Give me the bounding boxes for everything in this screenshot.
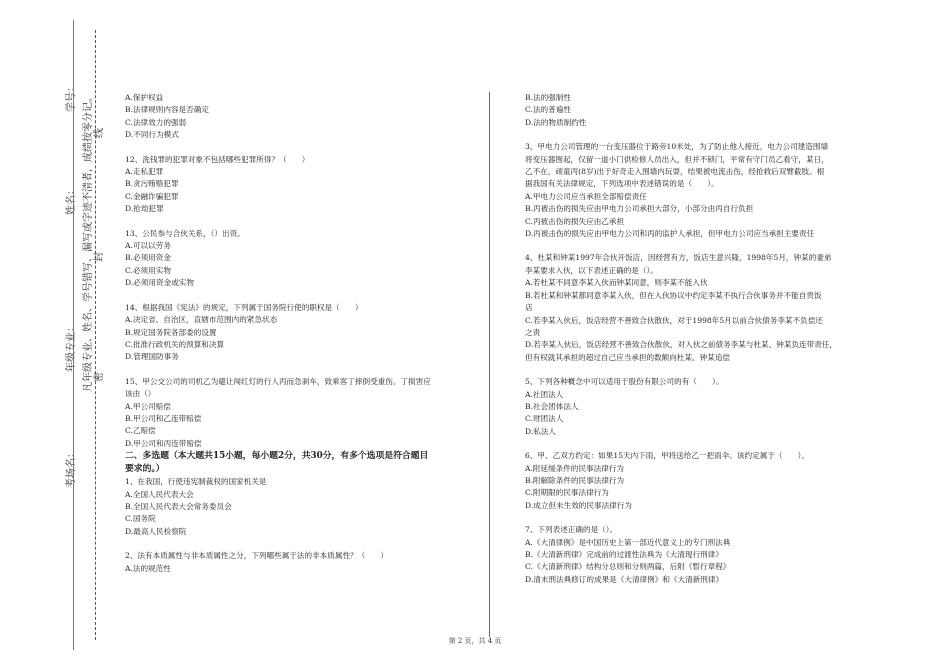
question-line: B.必须用资金 <box>125 253 171 263</box>
question-line: B.法律规则内容是否确定 <box>125 105 209 115</box>
binding-solid-line <box>73 20 74 650</box>
question-line: 乙不在，顽童丙(8岁)出于好奇走入围墙内玩耍，结果被电流击伤，经抢救后双臂截肢。根 <box>525 167 825 177</box>
question-line: A.法的规范性 <box>125 563 171 573</box>
question-line: B.社会团体法人 <box>525 401 579 411</box>
question-line: 店 <box>525 303 533 313</box>
question-line: D.管理国防事务 <box>125 352 179 362</box>
question-line: C.《大清新刑律》结构分总则和分则两篇，后附《暂行章程》 <box>525 562 731 572</box>
question-line: A.附延缓条件的民事法律行为 <box>525 463 625 473</box>
question-line: D.甲公司和丙连带赔偿 <box>125 438 202 448</box>
binding-mi: 密 <box>94 372 105 382</box>
grade-major-label: 年级专业： <box>66 322 77 372</box>
question-line: D.私法人 <box>525 426 557 436</box>
question-line: D.最高人民检察院 <box>125 526 187 536</box>
question-line: C.乙赔偿 <box>125 426 156 436</box>
question-line: A.甲公司赔偿 <box>125 401 171 411</box>
question-line: D.清末刑法典修订的成果是《大清律例》和《大清新刑律》 <box>525 574 724 584</box>
question-line: 3、甲电力公司管理的一台变压器位于路旁10米处，为了防止他人接近，电力公司建造围墙 <box>525 142 829 152</box>
spacer <box>525 512 837 524</box>
right-column <box>525 92 837 586</box>
question-line: 将变压器围起，仅留一道小门供检修人员出入，但并不锁门，平常有守门员乙看守，某日， <box>525 154 829 164</box>
question-line: 15、甲公交公司的司机乙为避让闯红灯的行人丙而急刹车，致乘客丁摔倒受重伤。丁损害应 <box>125 376 431 386</box>
question-line: B.甲公司和乙连带赔偿 <box>125 413 202 423</box>
question-line: C.批准行政机关的预算和决算 <box>125 339 225 349</box>
question-line: A.决定省、自治区，直辖市范围内的紧急状态 <box>125 315 278 325</box>
question-line: C.附期限的民事法律行为 <box>525 488 609 498</box>
question-line: B.《大清新刑律》完成前的过渡性法典为《大清现行刑律》 <box>525 550 723 559</box>
spacer <box>125 364 431 376</box>
name-label: 姓名： <box>66 185 77 215</box>
question-line: 14、根据我国《宪法》的规定，下列属于国务院行使的职权是（ ） <box>125 302 363 312</box>
student-id-label: 学号： <box>66 82 77 112</box>
spacer <box>525 129 837 141</box>
question-line: 13、公民参与合伙关系，（）出资。 <box>125 228 245 238</box>
exam-room-label: 考场名： <box>66 448 77 488</box>
spacer <box>125 216 431 228</box>
question-line: A.保护权益 <box>125 93 164 102</box>
question-line: 5、下列各种概念中可以适用于股份有限公司的有（ ）。 <box>525 377 724 387</box>
question-line: D.必须用资金或实物 <box>125 278 194 288</box>
question-line: A.可以以劳务 <box>125 241 171 251</box>
binding-warning: 凡年级专业、姓名、学号错写、漏写或字迹不清者，成绩按零分记。 <box>83 92 94 392</box>
question-line: A.走私犯罪 <box>125 167 164 177</box>
question-line: A.社团法人 <box>525 389 564 399</box>
question-line: 但有权就其承担的超过自己应当承担的数额向杜某、钟某追偿 <box>525 352 731 362</box>
binding-xian: 线 <box>94 128 105 138</box>
question-line: 据我国有关法律规定，下列选项中表述错误的是（ ）。 <box>525 179 719 189</box>
question-line: 1、在我国，行使违宪制裁权的国家机关是 <box>125 477 267 487</box>
question-line: 7、下列表述正确的是（）。 <box>525 525 618 535</box>
question-line: C.若李某入伙后，饭店经营不善致合伙散伙，对于1998年5月以前合伙债务李某不负偿还 <box>525 315 823 325</box>
spacer <box>525 364 837 376</box>
question-line: C.法的普遍性 <box>525 105 571 115</box>
question-line: C.金融诈骗犯罪 <box>125 191 179 201</box>
column-divider <box>489 92 490 637</box>
question-line: C.必须用实物 <box>125 265 171 275</box>
question-line: 6、甲、乙双方约定：如果15天内下雨，甲将送给乙一把雨伞。该约定属于（ ）。 <box>525 451 810 461</box>
question-line: B.法的强制性 <box>525 93 571 102</box>
spacer <box>525 438 837 450</box>
question-line: B.丙被击伤的损失应由甲电力公司承担大部分，小部分由丙自行负担 <box>525 204 754 214</box>
spacer <box>125 290 431 302</box>
question-line: A.若杜某不同意李某入伙而钟某同意，则李某不能入伙 <box>525 278 708 288</box>
section-title-multi-choice: 二、多选题（本大题共15小题，每小题2分，共30分，有多个选项是符合题目 <box>125 451 429 462</box>
left-column <box>125 92 431 575</box>
question-line: D.抢劫犯罪 <box>125 204 164 214</box>
question-line: A.全国人民代表大会 <box>125 489 194 499</box>
question-line: A.甲电力公司应当承担全部赔偿责任 <box>525 191 647 201</box>
question-line: 4、杜某和钟某1997年合伙开饭店，因经营有方，饭店生意兴隆，1998年5月，钟某的妻弟 <box>525 253 832 263</box>
question-line: B.贪污贿赂犯罪 <box>125 179 179 189</box>
spacer <box>125 538 431 550</box>
question-line: B.若杜某和钟某都同意李某入伙，但在入伙协议中约定李某不执行合伙事务并不能自贵饭 <box>525 290 822 300</box>
section-title-multi-choice-cont: 要求的。） <box>125 464 165 475</box>
page-footer: 第 2 页，共 4 页 <box>448 637 502 645</box>
question-line: C.财团法人 <box>525 414 564 424</box>
question-line: 李某要求入伙，以下表述正确的是（）。 <box>525 265 658 275</box>
question-line: C.丙被击伤的损失应由乙承担 <box>525 216 625 226</box>
spacer <box>525 240 837 252</box>
question-line: 2、法有本质属性与非本质属性之分，下列哪些属于法的非本质属性？（ ） <box>125 551 389 561</box>
question-line: B.附解除条件的民事法律行为 <box>525 475 625 485</box>
binding-margin <box>0 0 110 672</box>
question-line: 12、洗钱罪的犯罪对象不包括哪些犯罪所得？（ ） <box>125 154 310 164</box>
question-line: D.若李某入伙后，饭店经营不善致合伙散伙，对入伙之前债务李某与杜某、钟某负连带责任， <box>525 340 837 350</box>
question-line: D.成立但未生效的民事法律行为 <box>525 500 632 510</box>
question-line: 之责 <box>525 327 541 337</box>
question-line: 该由（） <box>125 389 156 399</box>
binding-feng: 封 <box>94 252 105 262</box>
question-line: C.国务院 <box>125 514 156 524</box>
question-line: B.规定国务院各部委的设置 <box>125 327 217 337</box>
question-line: D.丙被击伤的损失应由甲电力公司和丙的监护人承担，但甲电力公司应当承担主要责任 <box>525 229 815 239</box>
question-line: A.《大清律例》是中国历史上第一部近代意义上的专门刑法典 <box>525 537 731 547</box>
question-line: D.不同行为模式 <box>125 130 179 140</box>
question-line: C.法律效力的强弱 <box>125 117 187 127</box>
question-line: B.全国人民代表大会常务委员会 <box>125 501 232 511</box>
spacer <box>125 142 431 154</box>
question-line: D.法的物质制约性 <box>525 117 587 127</box>
binding-dashed-line <box>95 30 96 640</box>
